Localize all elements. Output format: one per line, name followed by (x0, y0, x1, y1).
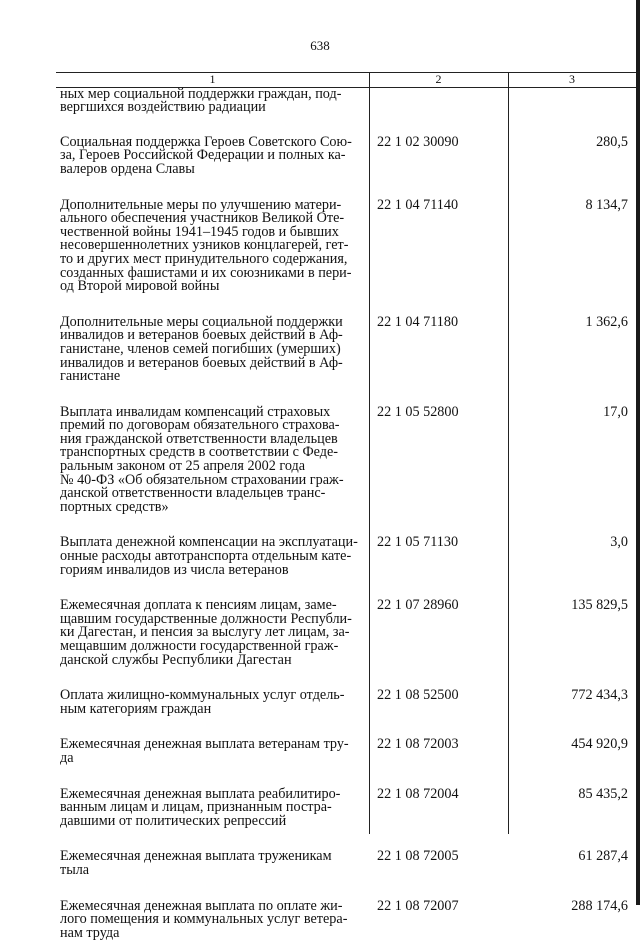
table-row (56, 850, 636, 899)
budget-table-container (56, 72, 636, 941)
row-code: 22 1 08 52500 (377, 687, 459, 704)
row-amount: 454 920,9 (571, 736, 628, 753)
table-row (56, 316, 636, 406)
row-amount: 3,0 (610, 534, 628, 551)
row-code: 22 1 05 52800 (377, 403, 459, 420)
row-amount: 772 434,3 (571, 687, 628, 704)
column-divider-2 (508, 72, 509, 834)
table-row (56, 87, 636, 136)
row-description: Социальная поддержка Героев Советского Сою- за, Героев Российской Федерации и полных ка- валеров ордена Славы (60, 133, 352, 177)
column-divider-1 (369, 72, 370, 834)
row-amount: 288 174,6 (571, 897, 628, 914)
row-code: 22 1 08 72003 (377, 736, 459, 753)
table-row (56, 689, 636, 738)
row-code: 22 1 08 72007 (377, 897, 459, 914)
row-code: 22 1 02 30090 (377, 133, 459, 150)
row-amount (508, 87, 636, 136)
table-row (56, 788, 636, 851)
row-amount: 17,0 (603, 403, 628, 420)
row-code: 22 1 08 72004 (377, 785, 459, 802)
row-code: 22 1 05 71130 (377, 534, 459, 551)
row-code: 22 1 04 71140 (377, 196, 459, 213)
row-description: Ежемесячная денежная выплата труженикам тыла (60, 848, 332, 878)
row-description: Выплата денежной компенсации на эксплуатаци- онные расходы автотранспорта отдельным кате- гориям инвалидов из числа ветеранов (60, 534, 358, 578)
row-amount: 61 287,4 (578, 848, 628, 865)
row-description: Ежемесячная денежная выплата по оплате жи- лого помещения и коммунальных услуг ветера- нам труда (60, 897, 348, 941)
row-amount: 280,5 (596, 133, 628, 150)
row-amount: 135 829,5 (571, 597, 628, 614)
header-col-3: 3 (508, 73, 636, 88)
scan-edge (636, 0, 640, 905)
row-description: Ежемесячная доплата к пенсиям лицам, заме- щавшим государственные должности Республи- ки Дагестан, и пенсия за выслугу лет лицам, за- мещавшим должности государственной граж- данской службы Республики Дагестан (60, 597, 352, 668)
table-row (56, 599, 636, 689)
row-description: Дополнительные меры социальной поддержки инвалидов и ветеранов боевых действий в Аф- ганистане, членов семей погибших (умерших) инвалидов и ветеранов боевых действий в Аф- ганистане (60, 313, 343, 385)
row-amount: 1 362,6 (585, 313, 628, 330)
row-description: Выплата инвалидам компенсаций страховых премий по договорам обязательного страхова- ния гражданской ответственности владельцев транспортных средств в соответствии с Феде- ральным законом от 25 апреля 2002 года № 40-ФЗ «Об обязательном страховании граж- данской ответственности владельцев транс- портных средств» (60, 403, 344, 515)
row-code (369, 87, 508, 136)
page-number: 638 (310, 38, 330, 53)
table-row (56, 406, 636, 537)
row-code: 22 1 04 71180 (377, 313, 459, 330)
row-amount: 85 435,2 (578, 785, 628, 802)
row-code: 22 1 08 72005 (377, 848, 459, 865)
table-row (56, 536, 636, 599)
table-row (56, 136, 636, 199)
row-code: 22 1 07 28960 (377, 597, 459, 614)
row-description: Ежемесячная денежная выплата реабилитиро- ванным лицам и лицам, признанным постра- давшими от политических репрессий (60, 785, 341, 829)
row-description: Ежемесячная денежная выплата ветеранам тру- да (60, 736, 349, 766)
table-header-row (56, 73, 636, 88)
table-row (56, 900, 636, 941)
table-body (56, 87, 636, 940)
row-description: Дополнительные меры по улучшению матери- ального обеспечения участников Великой Оте- чественной войны 1941–1945 годов и бывших несовершеннолетних узников концлагерей, гет- то и других мест принудительного содержания, созданных фашистами и их союзниками в пери- од Второй мировой войны (60, 196, 352, 295)
budget-table (56, 72, 636, 940)
table-row (56, 199, 636, 316)
row-description: Оплата жилищно-коммунальных услуг отдель- ным категориям граждан (60, 687, 345, 717)
table-row (56, 738, 636, 787)
row-amount: 8 134,7 (585, 196, 628, 213)
header-col-1: 1 (56, 73, 369, 88)
row-description: ных мер социальной поддержки граждан, под- вергшихся воздействию радиации (60, 85, 342, 116)
header-col-2: 2 (369, 73, 508, 88)
